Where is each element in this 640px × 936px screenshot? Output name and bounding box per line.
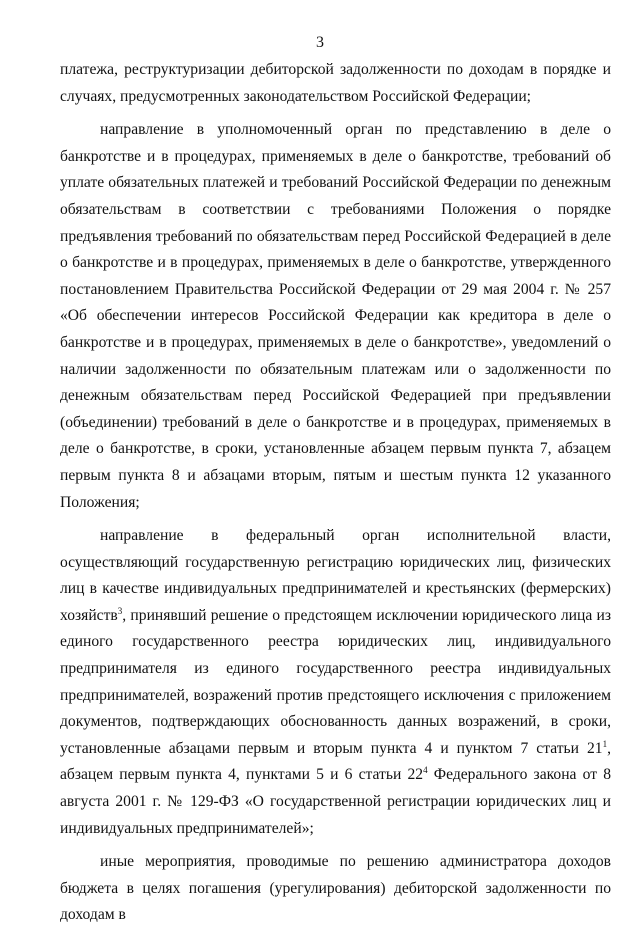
paragraph-continuation: платежа, реструктуризации дебиторской задолженности по доходам в порядке и случаях, предусмотренных законодательством Российской Федерации; bbox=[60, 61, 611, 105]
document-body bbox=[60, 57, 611, 936]
paragraph-other-measures: иные мероприятия, проводимые по решению администратора доходов бюджета в целях погашения (урегулирования) дебиторской задолженности по доходам в bbox=[60, 853, 611, 924]
page-number: 3 bbox=[316, 34, 324, 51]
text-segment: Федерального закона от 8 августа 2001 г. № 129-ФЗ «О государственной регистрации юридических лиц и индивидуальных предпринимателей»; bbox=[60, 766, 612, 837]
text-segment: , принявший решение о предстоящем исключении юридического лица из единого государственного реестра юридических лиц, индивидуального предпринимателя из единого государственного реестра индивидуальных предпринимателей, возражений против предстоящего исключения с приложением документов, подтверждающих обоснованность данных возражений, в сроки, установленные абзацами первым и вторым пункта 4 и пунктом 7 статьи 21 bbox=[60, 606, 611, 757]
footnote-marker: 1 bbox=[602, 738, 608, 749]
footnote-marker: 3 bbox=[117, 605, 123, 616]
text-segment: направление в федеральный орган исполнительной власти, осуществляющий государственную регистрацию юридических лиц, физических лиц в качестве индивидуальных предпринимателей и крестьянских (фермерских) хозяйств bbox=[60, 527, 611, 624]
text-segment: , абзацем первым пункта 4, пунктами 5 и 6 статьи 22 bbox=[60, 739, 611, 784]
paragraph-bankruptcy-claims: направление в уполномоченный орган по представлению в деле о банкротстве и в процедурах, применяемых в деле о банкротстве, требований об уплате обязательных платежей и требований Российской Федерации по денежным обязательствам в соответствии с требованиями Положения о порядке предъявления требований по обязательствам перед Российской Федерацией в деле о банкротстве и в процедурах, применяемых в деле о банкротстве, утвержденного постановлением Правительства Российской Федерации от 29 мая 2004 г. № 257 «Об обеспечении интересов Российской Федерации как кредитора в деле о банкротстве и в процедурах, применяемых в деле о банкротстве», уведомлений о наличии задолженности по обязательным платежам или о задолженности по денежным обязательствам перед Российской Федерацией при предъявлении (объединении) требований в деле о банкротстве и в процедурах, применяемых в деле о банкротстве, в сроки, установленные абзацем первым пункта 7, абзацем первым пункта 8 и абзацами вторым, пятым и шестым пункта 12 указанного Положения; bbox=[60, 121, 611, 511]
footnote-marker: 4 bbox=[423, 765, 428, 776]
paragraph-registration-objections bbox=[60, 523, 611, 842]
